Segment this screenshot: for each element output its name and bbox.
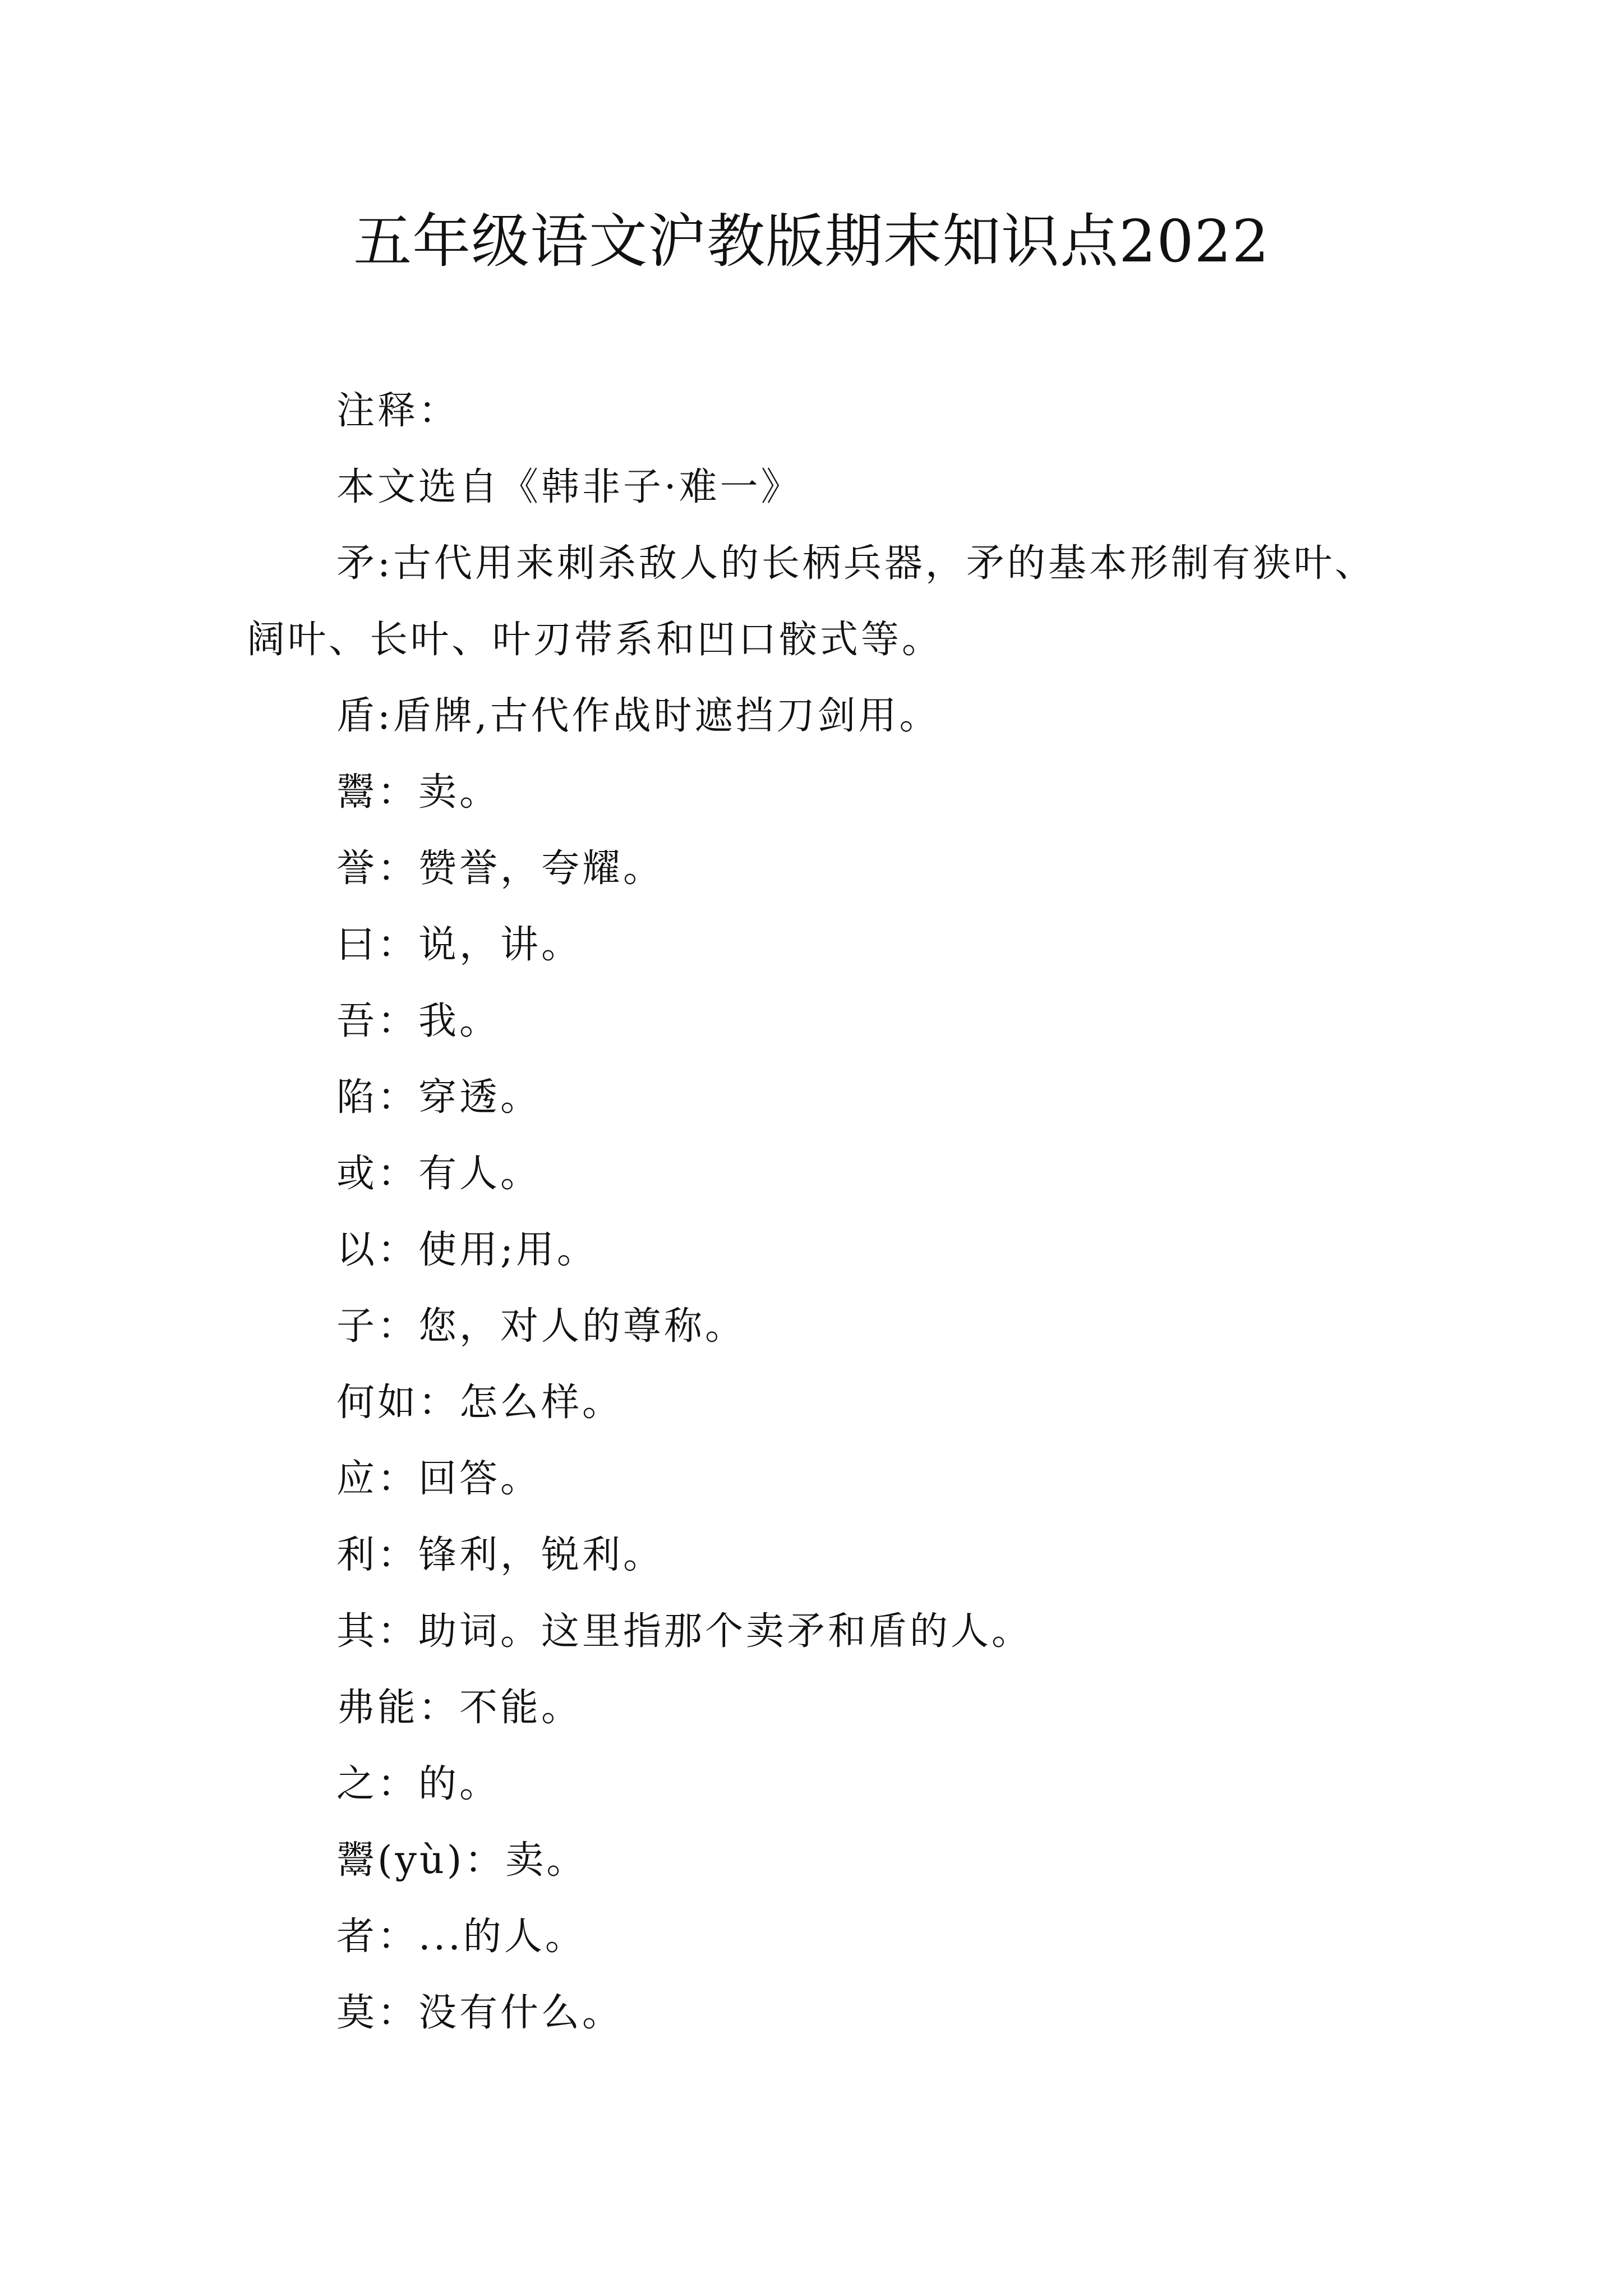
paragraph-yu-pinyin: 鬻(yù)：卖。 xyxy=(336,1838,588,1883)
paragraph-xian: 陷：穿透。 xyxy=(336,1075,542,1120)
paragraph-mo: 莫：没有什么。 xyxy=(336,1991,624,2035)
paragraph-funeng: 弗能：不能。 xyxy=(336,1686,583,1730)
paragraph-dun: 盾:盾牌,古代作战时遮挡刀剑用。 xyxy=(336,694,940,738)
paragraph-zi: 子：您，对人的尊称。 xyxy=(336,1304,746,1349)
paragraph-yue: 曰：说，讲。 xyxy=(336,923,583,967)
paragraph-wu: 吾：我。 xyxy=(336,999,501,1043)
paragraph-zhi: 之：的。 xyxy=(336,1762,501,1806)
paragraph-mao: 矛:古代用来刺杀敌人的长柄兵器，矛的基本形制有狭叶、阔叶、长叶、叶刃带系和凹口骹式等。 xyxy=(247,541,1376,662)
paragraph-li: 利：锋利，锐利。 xyxy=(336,1533,665,1577)
paragraph-qi: 其：助词。这里指那个卖矛和盾的人。 xyxy=(336,1609,1033,1654)
paragraph-huo: 或：有人。 xyxy=(336,1152,542,1196)
paragraph-ying: 应：回答。 xyxy=(336,1457,542,1501)
paragraph-yi: 以：使用;用。 xyxy=(336,1228,598,1272)
paragraph-heru: 何如：怎么样。 xyxy=(336,1381,624,1425)
paragraph-note-heading: 注释： xyxy=(336,389,460,433)
paragraph-yu: 鬻：卖。 xyxy=(336,770,501,815)
paragraph-zhe: 者：...的人。 xyxy=(336,1915,586,1959)
paragraph-source: 本文选自《韩非子·难一》 xyxy=(336,465,802,509)
document-title: 五年级语文沪教版期末知识点2022 xyxy=(353,207,1270,275)
paragraph-yu-praise: 誉：赞誉，夸耀。 xyxy=(336,846,665,891)
document-body xyxy=(247,373,1388,2051)
